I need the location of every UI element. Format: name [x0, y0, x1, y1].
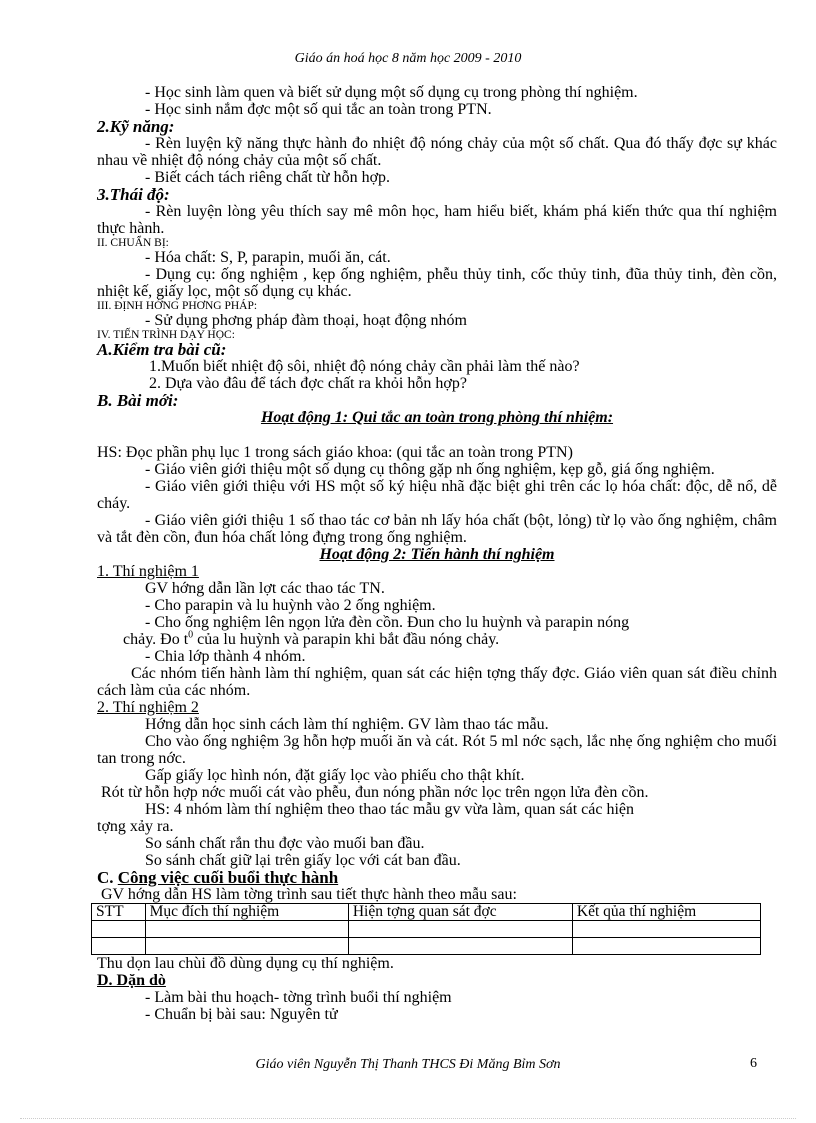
paragraph: So sánh chất rắn thu đợc vào muối ban đầu.: [145, 835, 425, 852]
paragraph: - Giáo viên giới thiệu một số dụng cụ thông gặp nh ống nghiệm, kẹp gỗ, giá ống nghiệm.: [145, 461, 715, 478]
table-header-row: [92, 904, 761, 921]
document-body: [97, 84, 777, 1023]
table-cell: [92, 938, 146, 955]
table-row: [92, 921, 761, 938]
spacer: [97, 426, 777, 444]
text-run: của lu huỳnh và parapin khi bắt đầu nóng chảy.: [193, 631, 500, 648]
experiment-heading: 2. Thí nghiệm 2: [97, 699, 199, 716]
paragraph: - Học sinh làm quen và biết sử dụng một số dụng cụ trong phòng thí nghiệm.: [145, 84, 638, 101]
page-edge-divider: [20, 1118, 796, 1119]
table-header-cell: Mục đích thí nghiệm: [145, 904, 348, 921]
paragraph: - Hóa chất: S, P, parapin, muối ăn, cát.: [145, 249, 391, 266]
table-cell: [572, 938, 760, 955]
page-footer: Giáo viên Nguyễn Thị Thanh THCS Đi Măng Bỉm Sơn: [255, 1057, 561, 1072]
paragraph: Rót từ hỗn hợp nớc muối cát vào phễu, đun nóng phần nớc lọc trên ngọn lửa đèn cồn.: [101, 784, 649, 801]
paragraph: - Chia lớp thành 4 nhóm.: [145, 648, 306, 665]
paragraph: - Cho ống nghiệm lên ngọn lửa đèn cồn. Đun cho lu huỳnh và parapin nóng: [145, 614, 630, 631]
section-heading: 2.Kỹ năng:: [97, 117, 175, 136]
section-heading: II. CHUẨN BỊ:: [97, 237, 169, 249]
page-header: Giáo án hoá học 8 năm học 2009 - 2010: [294, 51, 522, 66]
superscript: 0: [188, 629, 194, 641]
paragraph: - Giáo viên giới thiệu với HS một số ký hiệu nhã đặc biệt ghi trên các lọ hóa chất: độc, dễ nổ, dễ cháy.: [97, 478, 777, 512]
paragraph: GV hớng dẫn HS làm tờng trình sau tiết thực hành theo mẫu sau:: [101, 886, 517, 903]
activity-heading: Hoạt động 2: Tiến hành thí nghiệm: [319, 546, 555, 563]
paragraph: tợng xảy ra.: [97, 818, 174, 835]
table-cell: [348, 938, 572, 955]
paragraph: Các nhóm tiến hành làm thí nghiệm, quan sát các hiện tợng thấy đợc. Giáo viên quan sát điều chỉnh cách làm của các nhóm.: [97, 665, 777, 699]
paragraph: Gấp giấy lọc hình nón, đặt giấy lọc vào phiếu cho thật khít.: [145, 767, 525, 784]
section-heading: [97, 869, 777, 886]
table-header-cell: Kết qủa thí nghiệm: [572, 904, 760, 921]
paragraph: - Rèn luyện kỹ năng thực hành đo nhiệt độ nóng chảy của một số chất. Qua đó thấy đợc sự khác nhau về nhiệt độ nóng chảy của một số chất.: [97, 135, 777, 169]
paragraph: 1.Muốn biết nhiệt độ sôi, nhiệt độ nóng chảy cần phải làm thế nào?: [149, 358, 580, 375]
heading-prefix: C.: [97, 868, 118, 887]
paragraph: - Làm bài thu hoạch- tờng trình buổi thí nghiệm: [145, 989, 452, 1006]
paragraph: - Biết cách tách riêng chất từ hỗn hợp.: [145, 169, 391, 186]
paragraph: HS: 4 nhóm làm thí nghiệm theo thao tác mẫu gv vừa làm, quan sát các hiện: [145, 801, 634, 818]
paragraph: [97, 631, 777, 648]
paragraph: - Cho parapin và lu huỳnh vào 2 ống nghiệm.: [145, 597, 436, 614]
section-heading: III. ĐỊNH HỚNG PHƠNG PHÁP:: [97, 300, 258, 312]
table-cell: [572, 921, 760, 938]
paragraph: Thu dọn lau chùi đồ dùng dụng cụ thí nghiệm.: [97, 955, 394, 972]
table-cell: [92, 921, 146, 938]
paragraph: - Học sinh nắm đợc một số qui tắc an toàn trong PTN.: [145, 101, 492, 118]
paragraph: 2. Dựa vào đâu để tách đợc chất ra khỏi hỗn hợp?: [149, 375, 467, 392]
paragraph: - Dụng cụ: ống nghiệm , kẹp ống nghiệm, phễu thủy tinh, cốc thủy tinh, đũa thủy tinh, đèn cồn, nhiệt kế, giấy lọc, một số dụng cụ khác.: [97, 266, 777, 300]
paragraph: Hớng dẫn học sinh cách làm thí nghiệm. GV làm thao tác mẫu.: [145, 716, 549, 733]
table-cell: [145, 921, 348, 938]
paragraph: - Sử dụng phơng pháp đàm thoại, hoạt động nhóm: [145, 312, 467, 329]
section-heading: B. Bài mới:: [97, 391, 179, 410]
section-heading: A.Kiểm tra bài cũ:: [97, 340, 227, 359]
experiment-heading: 1. Thí nghiệm 1: [97, 563, 199, 580]
activity-heading: Hoạt động 1: Qui tắc an toàn trong phòng thí nhiệm:: [260, 409, 614, 426]
paragraph: - Giáo viên giới thiệu 1 số thao tác cơ bản nh lấy hóa chất (bột, lỏng) từ lọ vào ống nghiệm, châm và tắt đèn cồn, đun hóa chất lỏng đựng trong ống nghiệm.: [97, 512, 777, 546]
paragraph: Cho vào ống nghiệm 3g hỗn hợp muối ăn và cát. Rót 5 ml nớc sạch, lắc nhẹ ống nghiệm cho muối tan trong nớc.: [97, 733, 777, 767]
report-table: [91, 903, 761, 955]
paragraph: HS: Đọc phần phụ lục 1 trong sách giáo khoa: (qui tắc an toàn trong PTN): [97, 444, 573, 461]
table-row: [92, 938, 761, 955]
section-heading: IV. TIẾN TRÌNH DẠY HỌC:: [97, 329, 235, 341]
table-cell: [348, 921, 572, 938]
paragraph: GV hớng dẫn lần lợt các thao tác TN.: [145, 580, 385, 597]
paragraph: - Rèn luyện lòng yêu thích say mê môn học, ham hiểu biết, khám phá kiến thức qua thí nghiệm thực hành.: [97, 203, 777, 237]
heading-text: Công việc cuối buổi thực hành: [117, 868, 339, 887]
table-cell: [145, 938, 348, 955]
text-run: chảy. Đo t: [123, 631, 189, 648]
section-heading: 3.Thái độ:: [97, 185, 170, 204]
section-heading: D. Dặn dò: [97, 972, 166, 989]
table-header-cell: STT: [92, 904, 146, 921]
paragraph: So sánh chất giữ lại trên giấy lọc với cát ban đầu.: [145, 852, 461, 869]
table-header-cell: Hiện tợng quan sát đợc: [348, 904, 572, 921]
paragraph: - Chuẩn bị bài sau: Nguyên tử: [145, 1006, 338, 1023]
page-number: 6: [750, 1056, 757, 1071]
